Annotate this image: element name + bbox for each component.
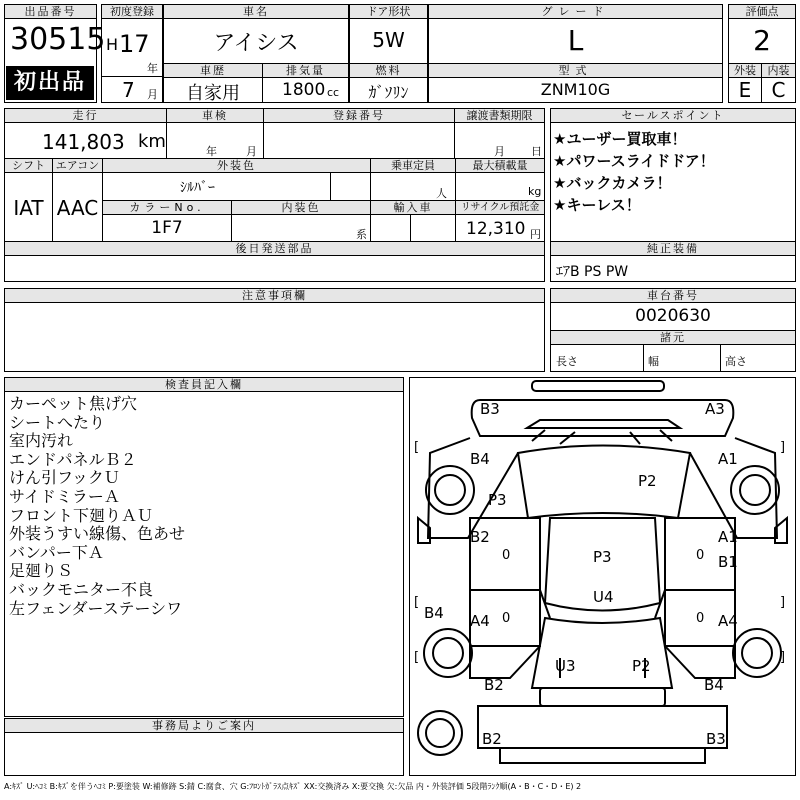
damage-mark: P3 bbox=[488, 491, 507, 509]
transfer-deadline-label: 譲渡書類期限 bbox=[454, 108, 545, 123]
sales-point-item: ★ユーザー買取車！ bbox=[553, 130, 687, 148]
displacement-unit: cc bbox=[327, 86, 340, 99]
damage-mark: P2 bbox=[632, 657, 651, 675]
damage-mark: A1 bbox=[718, 450, 738, 468]
car-name: アイシス bbox=[213, 31, 299, 56]
length-label: 長さ bbox=[556, 355, 578, 368]
mileage-unit: km bbox=[138, 131, 166, 152]
grade: L bbox=[567, 24, 584, 57]
mileage: 141,803 bbox=[42, 130, 125, 154]
capacity-label: 乗車定員 bbox=[370, 158, 456, 173]
right-bracket: ] bbox=[780, 650, 786, 665]
damage-mark: A4 bbox=[718, 612, 738, 630]
damage-mark: A1 bbox=[718, 528, 738, 546]
dimensions-label: 諸元 bbox=[550, 330, 796, 345]
ac: AAC bbox=[56, 196, 99, 220]
inspection-month-unit: 月 bbox=[246, 145, 257, 158]
fuel: ｶﾞｿﾘﾝ bbox=[368, 83, 409, 102]
damage-mark: A4 bbox=[470, 612, 490, 630]
transfer-day-unit: 日 bbox=[531, 145, 542, 158]
damage-mark: B2 bbox=[470, 528, 490, 546]
legend-text: A:ｷｽﾞ U:ﾍｺﾐ B:ｷｽﾞを伴うﾍｺﾐ P:要塗装 W:補修跡 S:錆 C:腐食、穴 G:ﾌﾛﾝﾄｶﾞﾗｽ点ｷｽﾞ XX:交換済み X:要交換 欠:欠品 内・外装評価 5段階ﾗﾝｸ順(A・B・C・D・E) 2 bbox=[4, 782, 582, 791]
genuine-equipment-label: 純正装備 bbox=[550, 241, 796, 256]
max-load-unit: kg bbox=[528, 185, 542, 198]
ac-label: エアコン bbox=[52, 158, 103, 173]
door-type: 5W bbox=[372, 28, 405, 52]
reg-month: 7 bbox=[122, 78, 135, 102]
score: 2 bbox=[753, 24, 771, 57]
door-zero-mark: 0 bbox=[696, 548, 705, 563]
history: 自家用 bbox=[186, 83, 240, 104]
chassis-number-label: 車台番号 bbox=[550, 288, 796, 303]
first-listing-badge: 初出品 bbox=[6, 66, 94, 100]
inspector-notes-label: 検査員記入欄 bbox=[4, 377, 404, 392]
damage-mark: B4 bbox=[704, 676, 724, 694]
sales-points-label: セールスポイント bbox=[550, 108, 796, 123]
inspector-note: バックモニター不良 bbox=[9, 579, 154, 599]
right-bracket: ] bbox=[780, 440, 786, 455]
interior-label: 内装 bbox=[761, 63, 796, 78]
left-bracket: [ bbox=[414, 595, 420, 610]
exterior-grade: E bbox=[738, 78, 752, 102]
inspector-note: エンドパネルＢ２ bbox=[9, 449, 137, 469]
model-label: 型式 bbox=[428, 63, 723, 78]
damage-mark: P3 bbox=[593, 548, 612, 566]
door-label: ドア形状 bbox=[349, 4, 428, 19]
sales-point-item: ★パワースライドドア！ bbox=[553, 152, 715, 170]
damage-mark: B4 bbox=[470, 450, 490, 468]
color-number: 1F7 bbox=[151, 218, 183, 238]
damage-mark: B3 bbox=[480, 400, 500, 418]
damage-mark: B2 bbox=[482, 730, 502, 748]
inspector-note: けん引フックＵ bbox=[9, 468, 120, 488]
recycle-fee: 12,310 bbox=[466, 219, 526, 239]
transfer-month-unit: 月 bbox=[494, 145, 505, 158]
fuel-label: 燃料 bbox=[349, 63, 428, 78]
import-label: 輸入車 bbox=[370, 200, 456, 215]
inspector-note: 足廻りＳ bbox=[9, 561, 74, 581]
lot-number: 30515 bbox=[10, 22, 106, 57]
width-label: 幅 bbox=[648, 355, 659, 368]
car-diagram-box bbox=[409, 377, 796, 776]
interior-color-label: 内装色 bbox=[231, 200, 371, 215]
displacement: 1800 bbox=[282, 80, 326, 100]
max-load-label: 最大積載量 bbox=[455, 158, 545, 173]
inspector-note: カーペット焦げ穴 bbox=[9, 394, 138, 413]
door-zero-mark: 0 bbox=[502, 548, 511, 563]
later-parts-label: 後日発送部品 bbox=[4, 241, 545, 256]
inspector-note: 室内汚れ bbox=[9, 431, 74, 451]
left-bracket: [ bbox=[414, 650, 420, 665]
model-code: ZNM10G bbox=[540, 80, 611, 99]
inspector-note: 左フェンダーステーシワ bbox=[9, 598, 183, 618]
color-number-label: カラーNo. bbox=[102, 200, 232, 215]
door-zero-mark: 0 bbox=[696, 611, 705, 626]
inspector-note: シートへたり bbox=[9, 412, 106, 432]
inspector-notes-list bbox=[9, 395, 399, 618]
inspection-year-unit: 年 bbox=[206, 145, 217, 158]
inspector-note: サイドミラーＡ bbox=[9, 486, 120, 506]
recycle-label: リサイクル預託金 bbox=[455, 200, 545, 215]
inspector-note: フロント下廻りＡＵ bbox=[9, 505, 154, 525]
exterior-color: ｼﾙﾊﾞｰ bbox=[180, 180, 215, 196]
damage-mark: B3 bbox=[706, 730, 726, 748]
sales-points-list bbox=[553, 128, 793, 216]
damage-mark: U3 bbox=[555, 657, 576, 675]
damage-mark: P2 bbox=[638, 472, 657, 490]
shift: IAT bbox=[13, 196, 44, 220]
lot-number-label: 出品番号 bbox=[4, 4, 97, 19]
damage-mark: B4 bbox=[424, 604, 444, 622]
era: H bbox=[106, 35, 119, 54]
capacity-unit: 人 bbox=[436, 187, 447, 200]
interior-grade: C bbox=[771, 78, 786, 102]
car-diagram bbox=[410, 378, 795, 775]
inspection-label: 車検 bbox=[166, 108, 264, 123]
interior-color-unit: 系 bbox=[356, 228, 367, 241]
sales-point-item: ★バックカメラ！ bbox=[553, 174, 672, 192]
history-label: 車歴 bbox=[163, 63, 263, 78]
displacement-label: 排気量 bbox=[262, 63, 349, 78]
first-registration-label: 初度登録 bbox=[101, 4, 163, 19]
exterior-label: 外装 bbox=[728, 63, 762, 78]
damage-mark: B2 bbox=[484, 676, 504, 694]
height-label: 高さ bbox=[725, 355, 747, 368]
exterior-color-label: 外装色 bbox=[102, 158, 371, 173]
genuine-equipment: ｴｱB PS PW bbox=[556, 264, 629, 280]
left-bracket: [ bbox=[414, 440, 420, 455]
damage-mark: U4 bbox=[593, 588, 614, 606]
grade-label: グレード bbox=[428, 4, 723, 19]
score-label: 評価点 bbox=[728, 4, 796, 19]
sales-point-item: ★キーレス！ bbox=[553, 196, 641, 214]
damage-mark: A3 bbox=[705, 400, 725, 418]
notes-label: 注意事項欄 bbox=[4, 288, 545, 303]
registration-number-label: 登録番号 bbox=[263, 108, 455, 123]
chassis-number: 0020630 bbox=[635, 306, 711, 326]
right-bracket: ] bbox=[780, 595, 786, 610]
damage-mark: B1 bbox=[718, 553, 738, 571]
inspector-note: バンパー下Ａ bbox=[9, 542, 104, 562]
month-unit: 月 bbox=[147, 88, 158, 101]
reg-year: 17 bbox=[119, 30, 150, 58]
inspector-note: 外装うすい線傷、色あせ bbox=[9, 524, 186, 544]
office-notice-label: 事務局よりご案内 bbox=[4, 718, 404, 733]
car-name-label: 車名 bbox=[163, 4, 349, 19]
shift-label: シフト bbox=[4, 158, 53, 173]
door-zero-mark: 0 bbox=[502, 611, 511, 626]
year-unit: 年 bbox=[147, 62, 158, 75]
recycle-unit: 円 bbox=[530, 228, 541, 241]
mileage-label: 走行 bbox=[4, 108, 167, 123]
